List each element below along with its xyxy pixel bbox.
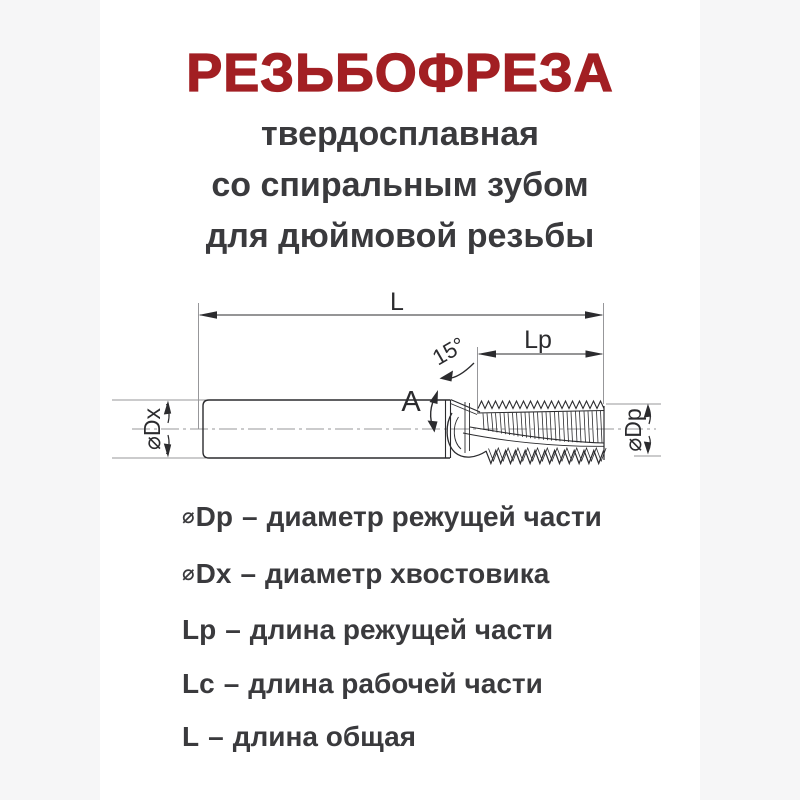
thread-mill-technical-drawing: [90, 280, 700, 490]
subtitle-line-2: со спиральным зубом: [211, 166, 589, 204]
diameter-symbol: ⌀: [182, 562, 195, 585]
tool-cutting-head: [447, 400, 606, 464]
legend-text: длина рабочей части: [248, 668, 543, 699]
legend-text: диаметр режущей части: [266, 501, 602, 532]
dimension-label-L: L: [390, 288, 404, 316]
legend-dash: –: [223, 668, 240, 699]
legend-text: длина общая: [232, 721, 416, 752]
extension-lines: [112, 303, 661, 458]
legend-symbol: Lc: [182, 668, 215, 699]
legend-dash: –: [208, 721, 224, 752]
front-gash-outline: [447, 413, 486, 457]
legend-text: диаметр хвостовика: [265, 558, 550, 589]
legend-symbol: L: [182, 721, 200, 752]
dimension-Dp: [620, 404, 651, 455]
dimension-L: [199, 288, 604, 319]
legend-item-Dp: [182, 501, 702, 533]
legend-item-Lc: [182, 668, 702, 700]
legend-dash: –: [240, 558, 257, 589]
product-image-card: [100, 0, 700, 800]
dimension-label-Dp: ⌀Dp: [620, 408, 646, 452]
subtitle-line-1: твердосплавная: [261, 115, 539, 153]
bottom-thread-profile: [486, 451, 604, 464]
legend-item-Dx: [182, 558, 702, 590]
dimension-Lp: [478, 326, 604, 358]
arc-arrow-top-icon: [430, 390, 439, 404]
page-title: РЕЗЬБОФРЕЗА: [186, 43, 614, 103]
arc-arrow-icon: [440, 371, 454, 382]
arrow-left-icon: [199, 311, 218, 319]
angle-callout-15deg: [428, 332, 474, 381]
arrow-right-icon: [585, 311, 604, 319]
arrow-right-icon: [586, 350, 604, 357]
detail-callout-A: [401, 386, 438, 433]
legend-dash: –: [225, 614, 241, 645]
legend-text: длина режущей части: [249, 614, 554, 645]
detail-label: A: [401, 386, 421, 418]
legend-symbol: Lp: [182, 614, 217, 645]
subtitle-line-3: для дюймовой резьбы: [205, 217, 595, 255]
legend-item-Lp: [182, 614, 702, 646]
angle-label: 15°: [428, 332, 470, 371]
subtitle-block: [40, 109, 760, 262]
flute-band-top: [477, 411, 604, 414]
top-thread-profile: [478, 401, 604, 409]
legend-item-L: [182, 721, 702, 753]
legend-symbol: Dp: [195, 501, 233, 532]
diameter-symbol: ⌀: [182, 505, 195, 528]
dimension-label-Lp: Lp: [524, 326, 552, 354]
legend-dash: –: [241, 501, 258, 532]
arc-arrow-bottom-icon: [428, 421, 438, 433]
legend-symbol: Dx: [195, 558, 232, 589]
dimension-label-Dx: ⌀Dx: [139, 408, 165, 450]
arrow-left-icon: [478, 350, 497, 357]
